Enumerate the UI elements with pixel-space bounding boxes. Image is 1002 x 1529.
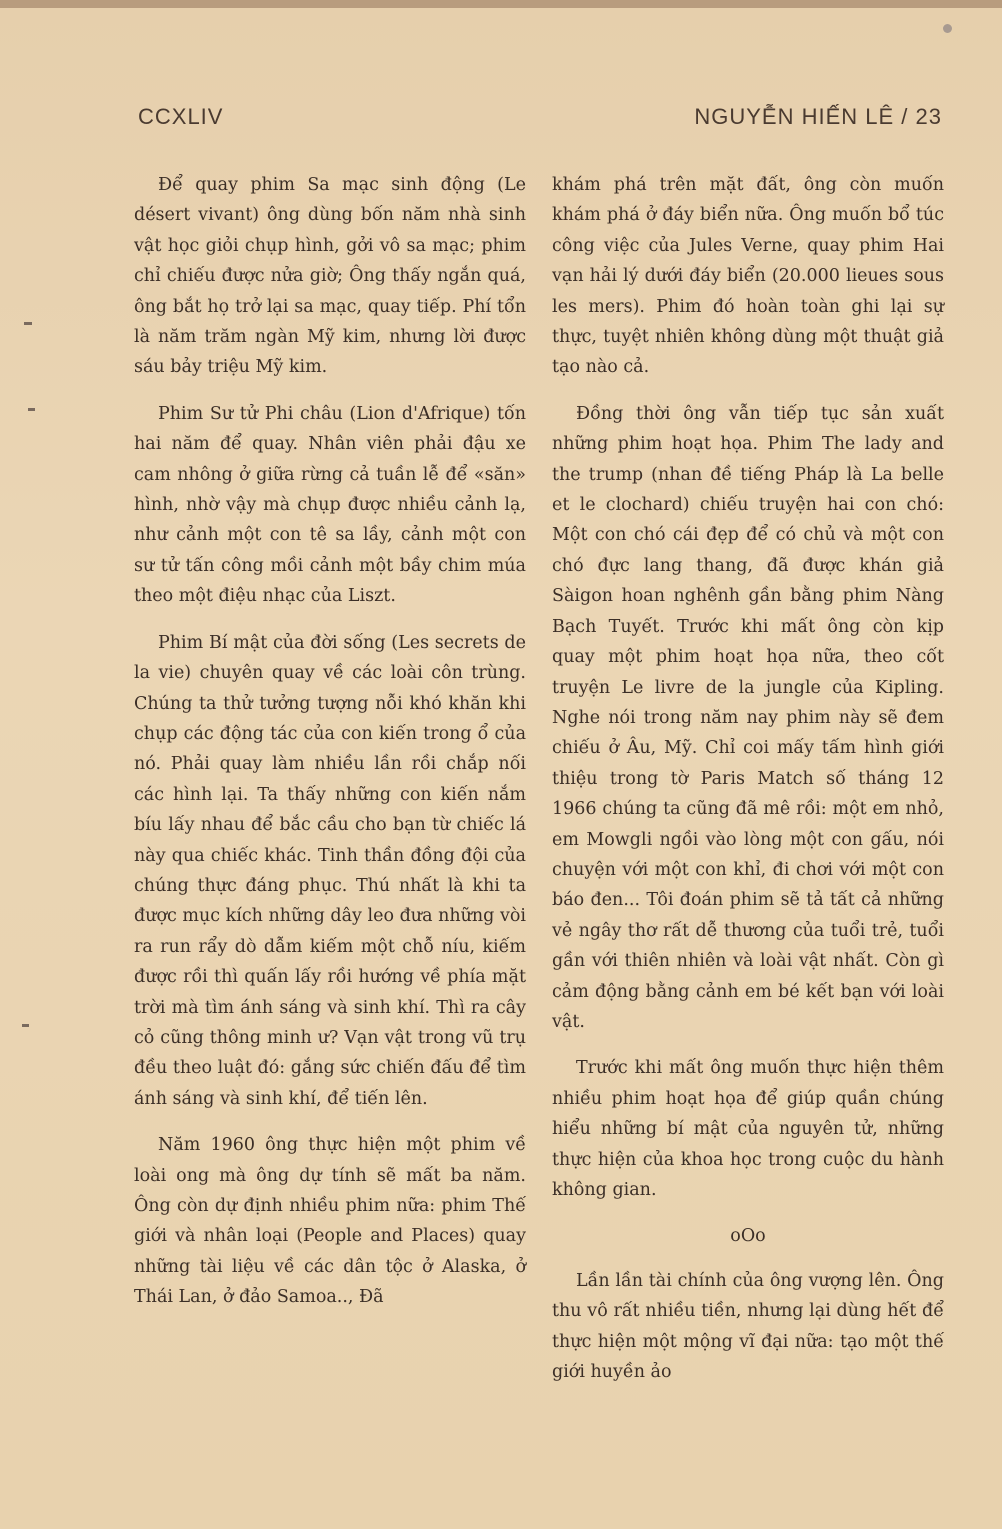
page-top-edge: [0, 0, 1002, 8]
right-column: [552, 170, 944, 1403]
margin-mark: [28, 408, 35, 411]
paragraph: Trước khi mất ông muốn thực hiện thêm nhiều phim hoạt họa để giúp quần chúng hiểu những bí mật của nguyên tử, những thực hiện của khoa học trong cuộc du hành không gian.: [552, 1058, 944, 1200]
section-separator: oOo: [730, 1226, 766, 1247]
paragraph: Để quay phim Sa mạc sinh động (Le désert vivant) ông dùng bốn năm nhà sinh vật học giỏi chụp hình, gởi vô sa mạc; phim chỉ chiếu được nửa giờ; Ông thấy ngắn quá, ông bắt họ trở lại sa mạc, quay tiếp. Phí tổn là năm trăm ngàn Mỹ kim, nhưng lời được sáu bảy triệu Mỹ kim.: [134, 175, 526, 378]
paragraph: Năm 1960 ông thực hiện một phim về loài ong mà ông dự tính sẽ mất ba năm. Ông còn dự định nhiều phim nữa: phim Thế giới và nhân loại (People and Places) quay những tài liệu về các dân tộc ở Alaska, ở Thái Lan, ở đảo Samoa.., Đã: [134, 1135, 526, 1308]
paragraph: Lần lần tài chính của ông vượng lên. Ông thu vô rất nhiều tiền, nhưng lại dùng hết để thực hiện một mộng vĩ đại nữa: tạo một thế giới huyền ảo: [552, 1270, 944, 1383]
page-stain-dot: [943, 24, 952, 33]
paragraph: Phim Bí mật của đời sống (Les secrets de la vie) chuyên quay về các loài côn trùng. Chúng ta thử tưởng tượng nỗi khó khăn khi chụp các động tác của con kiến trong ổ của nó. Phải quay làm nhiều lần rồi chắp nối các hình lại. Ta thấy những con kiến nắm bíu lấy nhau để bắc cầu cho bạn từ chiếc lá này qua chiếc khác. Tinh thần đồng đội của chúng thực đáng phục. Thú nhất là khi ta được mục kích những dây leo đưa những vòi ra run rẩy dò dẫm kiếm một chỗ níu, kiếm được rồi thì quấn lấy rồi hướng về phía mặt trời mà tìm ánh sáng và sinh khí. Thì ra cây cỏ cũng thông minh ư? Vạn vật trong vũ trụ đều theo luật đó: gắng sức chiến đấu để tìm ánh sáng và sinh khí, để tiến lên.: [134, 632, 526, 1109]
paragraph: Đồng thời ông vẫn tiếp tục sản xuất những phim hoạt họa. Phim The lady and the trump (nhan đề tiếng Pháp là La belle et le clochard) chiếu truyện hai con chó: Một con chó cái đẹp để có chủ và một con chó đực lang thang, đã được khán giả Sàigon hoan nghênh gần bằng phim Nàng Bạch Tuyết. Trước khi mất ông còn kịp quay một phim hoạt họa nữa, theo cốt truyện Le livre de la jungle của Kipling. Nghe nói trong năm nay phim này sẽ đem chiếu ở Âu, Mỹ. Chỉ coi mấy tấm hình giới thiệu trong tờ Paris Match số tháng 12 1966 chúng ta cũng đã mê rồi: một em nhỏ, em Mowgli ngồi vào lòng một con gấu, nói chuyện với một con khỉ, đi chơi với một con báo đen... Tôi đoán phim sẽ tả tất cả những vẻ ngây thơ rất dễ thương của tuổi trẻ, tuổi gần với thiên nhiên và loài vật nhất. Còn gì cảm động bằng cảnh em bé kết bạn với loài vật.: [552, 403, 944, 1032]
paragraph-continued: khám phá trên mặt đất, ông còn muốn khám phá ở đáy biển nữa. Ông muốn bổ túc công việc của Jules Verne, quay phim Hai vạn hải lý dưới đáy biển (20.000 lieues sous les mers). Phim đó hoàn toàn ghi lại sự thực, tuyệt nhiên không dùng một thuật giả tạo nào cả.: [552, 175, 944, 378]
margin-mark: [22, 1024, 29, 1027]
author-and-page-number: NGUYỄN HIẾN LÊ / 23: [694, 104, 942, 129]
chapter-number: CCXLIV: [138, 104, 224, 129]
left-column: [134, 170, 526, 1329]
page-header: [138, 104, 942, 134]
margin-mark: [24, 322, 32, 325]
paragraph: Phim Sư tử Phi châu (Lion d'Afrique) tốn hai năm để quay. Nhân viên phải đậu xe cam nhông ở giữa rừng cả tuần lễ để «săn» hình, nhờ vậy mà chụp được nhiều cảnh lạ, như cảnh một con tê sa lầy, cảnh một con sư tử tấn công mồi cảnh một bầy chim múa theo một điệu nhạc của Liszt.: [134, 403, 526, 607]
